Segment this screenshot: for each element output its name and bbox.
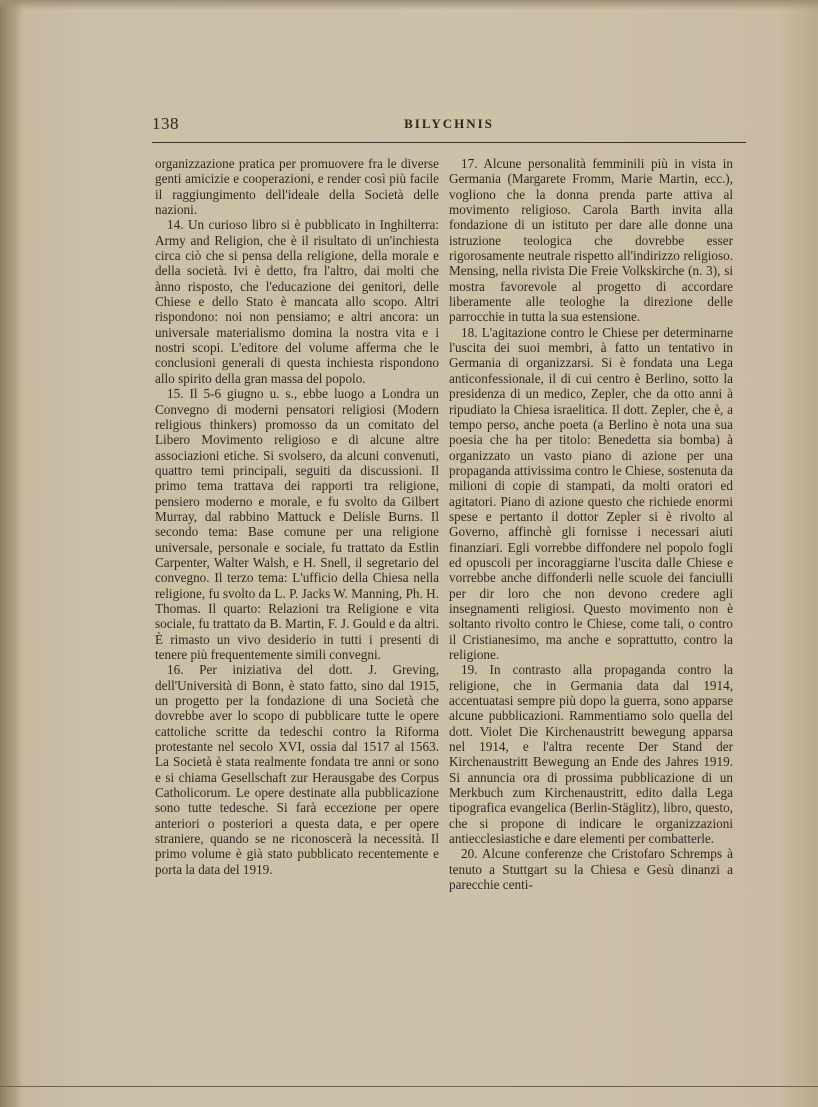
- paragraph-15: 15. Il 5-6 giugno u. s., ebbe luogo a Londra un Convegno di moderni pensatori religiosi (Modern religious thinkers) promosso da un comitato del Libero Movimento religioso e di alcune altre associazioni etiche. Si svolsero, da alcuni convenuti, quattro temi principali, seguiti da discussioni. Il primo tema trattava dei rapporti tra religione, pensiero moderno e morale, e fu svolto da Gilbert Murray, dal rabbino Mattuck e Delisle Burns. Il secondo tema: Base comune per una religione universale, personale e sociale, fu trattato da Estlin Carpenter, Walter Walsh, e H. Snell, il segretario del convegno. Il terzo tema: L'ufficio della Chiesa nella religione, fu svolto da L. P. Jacks W. Manning, Ph. H. Thomas. Il quarto: Relazioni tra Religione e vita sociale, fu trattato da B. Martin, F. J. Gould e da altri. È rimasto un vivo desiderio in tutti i presenti di tenere più frequentemente simili convegni.: [155, 386, 439, 662]
- header-rule: [152, 142, 746, 143]
- paragraph-20: 20. Alcune conferenze che Cristofaro Schremps à tenuto a Stuttgart su la Chiesa e Gesù dinanzi a parecchie centi-: [449, 846, 733, 893]
- left-column: [155, 156, 439, 877]
- page-top-edge-shadow: [0, 0, 818, 10]
- paragraph-17: 17. Alcune personalità femminili più in vista in Germania (Margarete Fromm, Marie Martin, ecc.), vogliono che la donna prenda parte attiva al movimento religioso. Carola Barth invita alla fondazione di un istituto per dare alle donne una istruzione teologica che dovrebbe esser rigorosamente neutrale rispetto all'indirizzo religioso. Mensing, nella rivista Die Freie Volkskirche (n. 3), si mostra favorevole al progetto di accordare liberamente alle teologhe la direzione delle parrocchie in tutta la sua estensione.: [449, 156, 733, 325]
- paragraph-16: 16. Per iniziativa del dott. J. Greving, dell'Università di Bonn, è stato fatto, sino dal 1915, un progetto per la fondazione di una Società che dovrebbe aver lo scopo di pubblicare tutte le opere cattoliche scritte da tedeschi contro la Riforma protestante nel secolo XVI, ossia dal 1517 al 1563. La Società è stata realmente fondata tre anni or sono e si chiama Gesellschaft zur Herausgabe des Corpus Catholicorum. Le opere destinate alla pubblicazione sono tutte tedesche. Si farà eccezione per opere anteriori o posteriori a questa data, e per opere straniere, quando se ne riconoscerà la necessità. Il primo volume è già stato pubblicato recentemente e porta la data del 1919.: [155, 662, 439, 877]
- right-column: [449, 156, 733, 893]
- running-title: BILYCHNIS: [404, 116, 494, 131]
- page-header: [152, 114, 746, 140]
- paragraph-14: 14. Un curioso libro si è pubblicato in Inghilterra: Army and Religion, che è il risultato di un'inchiesta circa ciò che si pensa della religione, della morale e della società. Ivi è detto, fra l'altro, dai molti che ànno risposto, che l'educazione dei genitori, delle Chiese e dello Stato è mancata allo scopo. Altri rispondono: noi non pensiamo; e altri ancora: un universale materialismo domina la nostra vita e i nostri scopi. L'editore del volume afferma che le conclusioni generali di questa inchiesta rispondono allo spirito della gran massa del popolo.: [155, 217, 439, 386]
- page-number: 138: [152, 114, 179, 133]
- page-left-edge-shadow: [0, 0, 22, 1107]
- paragraph-18: 18. L'agitazione contro le Chiese per determinarne l'uscita dei suoi membri, à fatto un tentativo in Germania di organizzarsi. Si è fondata una Lega anticonfessionale, il di cui centro è Berlino, sotto la presidenza di un medico, Zepler, che da otto anni à ripudiato la Chiesa israelitica. Il dott. Zepler, che è, a tempo perso, anche poeta (a Berlino è nota una sua poesia che ha per titolo: Benedetta sia bomba) à organizzato un vasto piano di azione per una propaganda attivissima contro le Chiese, sostenuta da milioni di copie di stampati, da molti oratori ed agitatori. Piano di azione questo che richiede enormi spese e pertanto il dottor Zepler si è rivolto al Governo, affinchè gli fornisse i necessari aiuti finanziari. Egli vorrebbe diffondere nel popolo fogli ed opuscoli per incoraggiarne l'uscita dalle Chiese e vorrebbe anche diffonderli nelle scuole dei fanciulli per dir loro che non devono credere agli insegnamenti religiosi. Questo movimento non è soltanto rivolto contro le Chiese, come tali, o contro il Cristianesimo, ma anche e soprattutto, contro la religione.: [449, 324, 733, 662]
- paragraph-19: 19. In contrasto alla propaganda contro la religione, che in Germania data dal 1914, accentuatasi sempre più dopo la guerra, sono apparse alcune pubblicazioni. Rammentiamo solo quella del dott. Violet Die Kirchenaustritt bewegung apparsa nel 1914, e l'altra recente Der Stand der Kirchenaustritt Bewegung an Ende des Jahres 1919. Si annuncia ora di prossima pubblicazione di un Merkbuch zum Kirchenaustritt, edito dalla Lega tipografica evangelica (Berlin-Stäglitz), libro, questo, che si propone di indicare le organizzazioni antiecclesiastiche e dare elementi per combatterle.: [449, 662, 733, 847]
- bottom-edge-line: [0, 1086, 818, 1087]
- paragraph-continuation: organizzazione pratica per promuovere fra le diverse genti amicizie e cooperazioni, e render così più facile il raggiungimento dell'ideale della Società delle nazioni.: [155, 156, 439, 218]
